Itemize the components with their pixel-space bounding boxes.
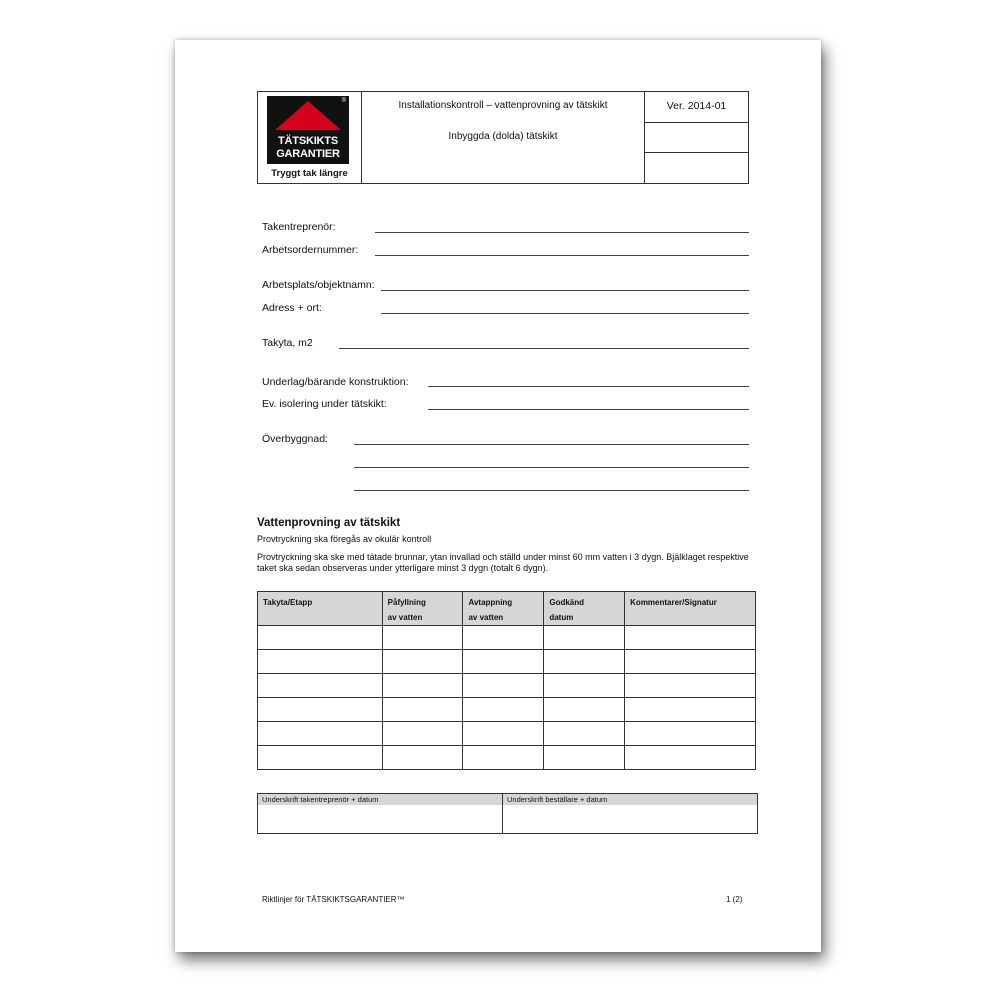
logo-text-line1: TÄTSKIKTS: [278, 135, 338, 147]
address-label: Adress + ort:: [262, 302, 322, 314]
superstructure-field-line2[interactable]: [354, 467, 749, 468]
client-signature-cell[interactable]: [503, 794, 757, 833]
table-header-row: [258, 592, 756, 626]
table-row: [258, 626, 756, 650]
contractor-signature-label: Underskrift takentreprenör + datum: [258, 794, 502, 805]
document-title: Installationskontroll – vattenprovning av tätskikt: [398, 100, 608, 111]
footer-guidelines: Riktlinjer för TÄTSKIKTSGARANTIER™: [262, 895, 405, 904]
table-cell[interactable]: [463, 722, 544, 746]
table-cell[interactable]: [382, 650, 463, 674]
superstructure-label: Överbyggnad:: [262, 433, 328, 445]
contractor-signature-cell[interactable]: [258, 794, 503, 833]
table-cell[interactable]: [258, 650, 383, 674]
table-cell[interactable]: [258, 698, 383, 722]
order-number-label: Arbetsordernummer:: [262, 244, 359, 256]
table-cell[interactable]: [463, 650, 544, 674]
table-cell[interactable]: [382, 722, 463, 746]
section-instructions: Provtryckning ska ske med tätade brunnar, ytan invallad och ställd under minst 60 mm vatten i 3 dygn. Bjälklaget respektive taket ska sedan observeras under ytterligare minst 3 dygn (totalt 6 dygn).: [257, 552, 749, 573]
table-cell[interactable]: [544, 698, 625, 722]
table-cell[interactable]: [544, 674, 625, 698]
section-title: Vattenprovning av tätskikt: [257, 517, 401, 529]
water-test-table: [257, 591, 756, 770]
table-cell[interactable]: [382, 746, 463, 770]
version-cell: [645, 92, 748, 183]
table-cell[interactable]: [625, 722, 756, 746]
table-cell[interactable]: [258, 746, 383, 770]
area-field[interactable]: [339, 348, 749, 349]
section-intro: Provtryckning ska föregås av okulär kontroll: [257, 534, 432, 544]
table-cell[interactable]: [258, 626, 383, 650]
table-cell[interactable]: [625, 650, 756, 674]
version-row: [645, 92, 748, 122]
table-cell[interactable]: [625, 674, 756, 698]
client-signature-label: Underskrift beställare + datum: [503, 794, 757, 805]
table-cell[interactable]: [625, 698, 756, 722]
document-header: [257, 91, 749, 184]
page-number: 1 (2): [726, 895, 743, 904]
table-cell[interactable]: [463, 698, 544, 722]
signature-table: [257, 793, 758, 834]
title-cell: [362, 92, 645, 183]
table-row: [258, 698, 756, 722]
table-cell[interactable]: [463, 674, 544, 698]
site-field[interactable]: [381, 290, 749, 291]
col-header-fill: Påfyllning av vatten: [382, 592, 463, 626]
logo-tagline: Tryggt tak längre: [271, 168, 348, 179]
logo-cell: [258, 92, 362, 183]
table-cell[interactable]: [463, 746, 544, 770]
area-label: Takyta, m2: [262, 337, 313, 349]
superstructure-field-line1[interactable]: [354, 444, 749, 445]
table-cell[interactable]: [544, 722, 625, 746]
substrate-label: Underlag/bärande konstruktion:: [262, 376, 409, 388]
col-header-area: Takyta/Etapp: [258, 592, 383, 626]
superstructure-field-line3[interactable]: [354, 490, 749, 491]
address-field[interactable]: [381, 313, 749, 314]
table-cell[interactable]: [544, 746, 625, 770]
table-cell[interactable]: [625, 746, 756, 770]
substrate-field[interactable]: [428, 386, 749, 387]
contractor-label: Takentreprenör:: [262, 221, 336, 233]
table-cell[interactable]: [258, 722, 383, 746]
col-header-comments: Kommentarer/Signatur: [625, 592, 756, 626]
contractor-field[interactable]: [375, 232, 749, 233]
table-cell[interactable]: [382, 674, 463, 698]
logo-text-line2: GARANTIER: [276, 148, 340, 160]
order-number-field[interactable]: [375, 255, 749, 256]
header-empty-row: [645, 122, 748, 153]
insulation-label: Ev. isolering under tätskikt:: [262, 398, 387, 410]
document-page: [175, 40, 821, 952]
header-empty-row: [645, 152, 748, 184]
table-cell[interactable]: [382, 698, 463, 722]
table-cell[interactable]: [625, 626, 756, 650]
table-row: [258, 722, 756, 746]
col-header-approved: Godkänd datum: [544, 592, 625, 626]
table-cell[interactable]: [463, 626, 544, 650]
registered-mark: ®: [341, 98, 346, 104]
site-label: Arbetsplats/objektnamn:: [262, 279, 375, 291]
table-cell[interactable]: [258, 674, 383, 698]
table-cell[interactable]: [544, 650, 625, 674]
document-subtitle: Inbyggda (dolda) tätskikt: [448, 131, 558, 142]
col-header-drain: Avtappning av vatten: [463, 592, 544, 626]
version-label: Ver. 2014-01: [666, 100, 727, 112]
table-cell[interactable]: [382, 626, 463, 650]
insulation-field[interactable]: [428, 409, 749, 410]
table-cell[interactable]: [544, 626, 625, 650]
table-row: [258, 650, 756, 674]
table-row: [258, 674, 756, 698]
table-row: [258, 746, 756, 770]
tatskikts-garantier-logo: [267, 96, 349, 164]
